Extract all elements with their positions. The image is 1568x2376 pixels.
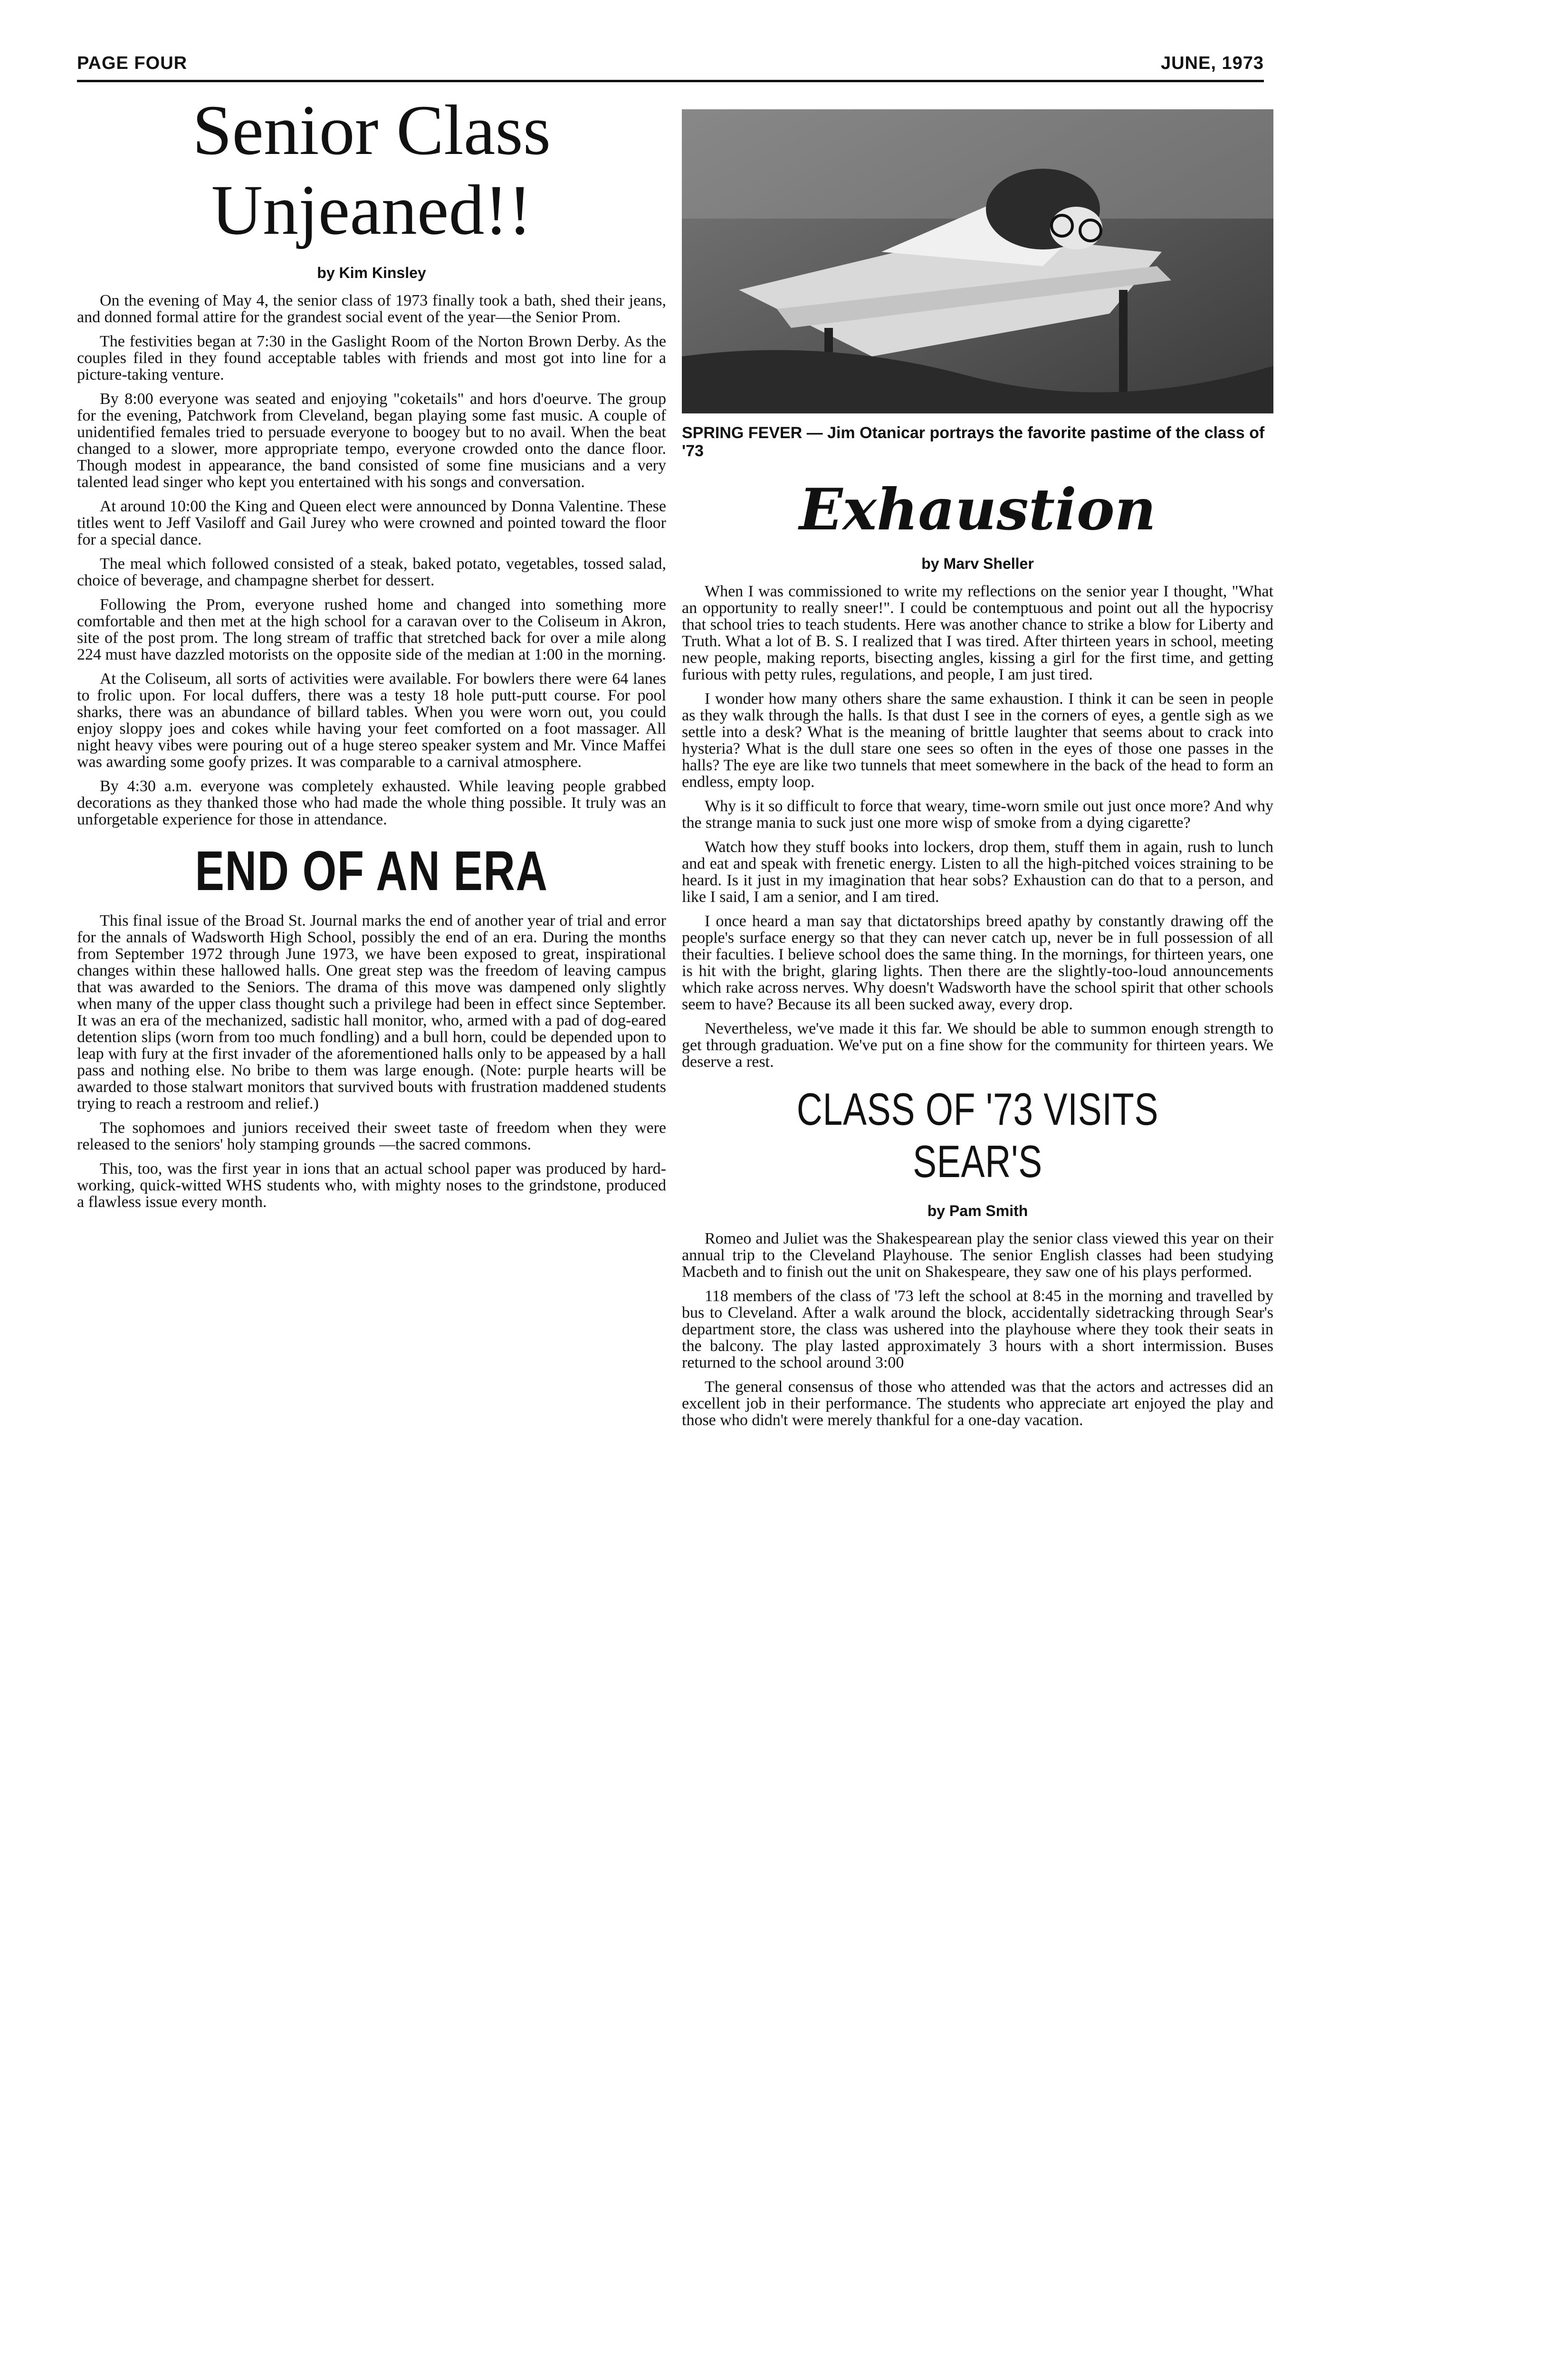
prom-paragraph: At around 10:00 the King and Queen elect were announced by Donna Valentine. These titles went to Jeff Vasiloff and Gail Jurey who were crowned and pointed toward the floor for a special dance.	[77, 498, 666, 548]
sears-headline: CLASS OF '73 VISITS SEAR'S	[796, 1084, 1159, 1187]
era-paragraph: This final issue of the Broad St. Journal marks the end of another year of trial and error for the annals of Wadsworth High School, possibly the end of an era. During the months from September 1972 through June 1973, we have been exposed to great, inspirational changes within these hallowed halls. One great step was the freedom of leaving campus that was awarded to the Seniors. The drama of this move was dampened only slightly when many of the upper class thought such a privilege had been in effect since September. It was an era of the mechanized, sadistic hall monitor, who, armed with a pad of dog-eared detention slips (worn from too much fondling) and a bull horn, could be depended upon to leap with fury at the first invader of the aforementioned halls only to be appeased by a hall pass and nothing else. No bribe to them was large enough. (Note: purple hearts will be awarded to those stalwart monitors that survived bouts with frustration maddened students trying to reach a restroom and relief.)	[77, 912, 666, 1112]
prom-paragraph: On the evening of May 4, the senior class of 1973 finally took a bath, shed their jeans, and donned formal attire for the grandest social event of the year—the Senior Prom.	[77, 292, 666, 326]
issue-date: JUNE, 1973	[1160, 53, 1264, 73]
prom-paragraph: By 4:30 a.m. everyone was completely exhausted. While leaving people grabbed decorations as they thanked those who had made the whole thing possible. It truly was an unforgetable experience for those in attendance.	[77, 777, 666, 828]
prom-article	[77, 90, 666, 828]
prom-paragraph: The meal which followed consisted of a steak, baked potato, vegetables, tossed salad, choice of beverage, and champagne sherbet for dessert.	[77, 555, 666, 589]
spring-fever-photo	[682, 109, 1273, 413]
era-headline: END OF AN ERA	[195, 840, 548, 902]
sears-paragraph: 118 members of the class of '73 left the school at 8:45 in the morning and travelled by bus to Cleveland. After a walk around the block, accidentally sidetracking through Sear's department store, the class was ushered into the playhouse where they took their seats in the balcony. The play lasted approximately 3 hours with a short intermission. Buses returned to the school around 3:00	[682, 1287, 1273, 1371]
prom-paragraph: The festivities began at 7:30 in the Gaslight Room of the Norton Brown Derby. As the couples filed in they found acceptable tables with friends and most got into line for a picture-taking venture.	[77, 333, 666, 383]
sears-byline: by Pam Smith	[927, 1202, 1028, 1219]
masthead-rule	[77, 80, 1264, 82]
sears-paragraph: The general consensus of those who attended was that the actors and actresses did an excellent job in their performance. The students who appreciate art enjoyed the play and those who didn't were merely thankful for a one-day vacation.	[682, 1378, 1273, 1429]
exhaustion-byline: by Marv Sheller	[921, 555, 1034, 572]
era-paragraph: The sophomoes and juniors received their sweet taste of freedom when they were released to the seniors' holy stamping grounds —the sacred commons.	[77, 1119, 666, 1153]
exhaustion-paragraph: I once heard a man say that dictatorships breed apathy by constantly drawing off the people's surface energy so that they can never catch up, never be in full possession of all their faculties. I believe school does the same thing. In the mornings, for thirteen years, one is hit with the bright, glaring lights. Then there are the slightly-too-loud announcements which rake across nerves. Why doesn't Wadsworth have the school spirit that other schools seem to have? Because its all been sucked away, every drop.	[682, 912, 1273, 1013]
exhaustion-paragraph: Why is it so difficult to force that weary, time-worn smile out just once more? And why the strange mania to suck just one more wisp of smoke from a dying cigarette?	[682, 797, 1273, 832]
prom-headline-line1: Senior Class	[192, 91, 551, 170]
sears-paragraph: Romeo and Juliet was the Shakespearean play the senior class viewed this year on their annual trip to the Cleveland Playhouse. The senior English classes had been studying Macbeth and to finish out the unit on Shakespeare, they saw one of his plays performed.	[682, 1230, 1273, 1281]
era-paragraph: This, too, was the first year in ions that an actual school paper was produced by hard-working, quick-witted WHS students who, with mighty noses to the grindstone, produced a flawless issue every month.	[77, 1160, 666, 1211]
exhaustion-paragraph: When I was commissioned to write my reflections on the senior year I thought, "What an opportunity to really sneer!". I could be contemptuous and point out all the hypocrisy that school tries to teach students. Here was another chance to strike a blow for Liberty and Truth. What a lot of B. S. I realized that I was tired. After thirteen years in school, meeting new people, making reports, bisecting angles, kissing a girl for the first time, and getting furious with petty rules, regulations, and people, I am just tired.	[682, 583, 1273, 683]
exhaustion-paragraph: Nevertheless, we've made it this far. We should be able to summon enough strength to get through graduation. We've put on a fine show for the community for thirteen years. We deserve a rest.	[682, 1020, 1273, 1071]
exhaustion-headline: Exhaustion	[799, 476, 1157, 543]
prom-headline-line2: Unjeaned!!	[211, 171, 532, 249]
prom-byline: by Kim Kinsley	[317, 264, 426, 281]
page-label: PAGE FOUR	[77, 53, 188, 73]
exhaustion-article	[682, 476, 1273, 1071]
photo-illustration	[682, 109, 1273, 413]
left-column	[77, 90, 666, 1218]
exhaustion-paragraph: I wonder how many others share the same exhaustion. I think it can be seen in people as they walk through the halls. Is that dust I see in the corners of eyes, a gentle sigh as we settle into a desk? What is the meaning of brittle laughter that seems about to crack into hysteria? What is the dull stare one sees so often in the eyes of those one passes in the halls? The eye are like two tunnels that meet somewhere in the back of the head to form an endless, empty loop.	[682, 690, 1273, 791]
sears-article	[682, 1083, 1273, 1428]
right-column	[682, 109, 1273, 1436]
prom-paragraph: By 8:00 everyone was seated and enjoying "coketails" and hors d'oeurve. The group for the evening, Patchwork from Cleveland, began playing some fast music. A couple of unidentified females tried to persuade everyone to boogey but to no avail. When the beat changed to a slower, more appropriate tempo, everyone crowded onto the dance floor. Though modest in appearance, the band consisted of some fine musicians and a very talented lead singer who kept you entertained with his songs and conversation.	[77, 390, 666, 491]
era-article	[77, 840, 666, 1210]
exhaustion-paragraph: Watch how they stuff books into lockers, drop them, stuff them in again, rush to lunch and eat and speak with frenetic energy. Listen to all the high-pitched voices straining to be heard. Is it just in my imagination that hear sobs? Exhaustion can do that to a person, and like I said, I am a senior, and I am tired.	[682, 838, 1273, 906]
prom-paragraph: At the Coliseum, all sorts of activities were available. For bowlers there were 64 lanes to frolic upon. For local duffers, there was a testy 18 hole putt-putt course. For pool sharks, there was an abundance of billard tables. When you were worn out, you could enjoy sloppy joes and cokes while having your feet comforted on a foot massager. All night heavy vibes were pouring out of a huge stereo speaker system and Mr. Vince Maffei was awarding some goofy prizes. It was comparable to a carnival atmosphere.	[77, 670, 666, 771]
photo-caption: SPRING FEVER — Jim Otanicar portrays the favorite pastime of the class of '73	[682, 424, 1265, 460]
prom-headline	[77, 90, 666, 250]
prom-paragraph: Following the Prom, everyone rushed home and changed into something more comfortable and then met at the high school for a caravan over to the Coliseum in Akron, site of the post prom. The long stream of traffic that stretched back for over a mile along 224 must have dazzled motorists on the opposite side of the median at 1:00 in the morning.	[77, 596, 666, 663]
